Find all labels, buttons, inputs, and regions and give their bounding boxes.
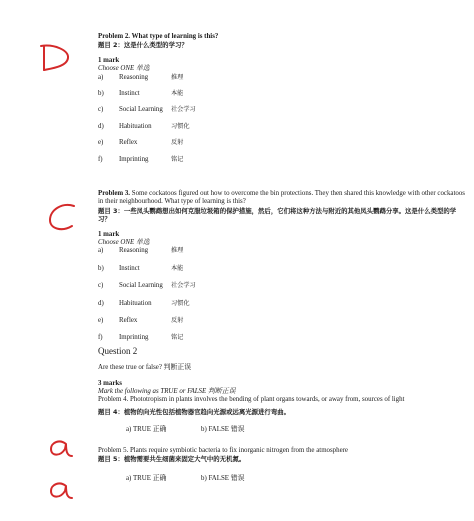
problem-2-title: Problem 2. What type of learning is this?	[98, 33, 219, 40]
problem-5-text: Problem 5. Plants require symbiotic bacteria to fix inorganic nitrogen from the atmosphere	[98, 446, 348, 454]
true-option: a) TRUE 正确	[126, 426, 167, 434]
problem-2-marks: 1 mark	[98, 56, 120, 64]
problem-3-label: Problem 3.	[98, 189, 131, 197]
problem-2-title-cn: 题目 2：这是什么类型的学习？	[98, 41, 188, 50]
problem-3-title	[98, 190, 468, 207]
problem-3-instruction: Choose ONE 单选	[98, 239, 150, 246]
worksheet-content	[98, 33, 468, 484]
handwritten-mark-a-problem5	[46, 478, 76, 502]
option-row: d) Habituation 习惯化	[98, 299, 190, 307]
question-2-marks: 3 marks	[98, 379, 122, 387]
option-row: f) Imprinting 铭记	[98, 155, 184, 163]
question-2-heading: Question 2	[98, 345, 138, 356]
problem-3-title-cn: 题目 3：一些凤头鹦鹉想出如何克服垃圾箱的保护措施，然后，它们将这种方法与附近的其他凤头鹦鹉分享。这是什么类型的学习？	[98, 206, 457, 224]
problem-5-answers	[126, 475, 468, 483]
problem-5-text-cn: 题目 5：植物需要共生细菌来固定大气中的无机氮。	[98, 455, 246, 463]
question-2-intro: Are these true or false? 判断正误	[98, 364, 192, 372]
handwritten-mark-a-problem4	[46, 436, 76, 460]
problem-4-answers	[126, 426, 468, 434]
handwritten-mark-d	[36, 40, 76, 80]
problem-2-instruction: Choose ONE 单选	[98, 65, 150, 73]
problem-3-question: Some cockatoos figured out how to overcome the bin protections. They then shared this knowledge with other cockatoos in their neighbourhood. What type of learning is this?	[98, 189, 465, 206]
problem-4-text-cn: 题目 4：植物的向光性包括植物器官趋向光源或远离光源进行弯曲。	[98, 407, 290, 416]
option-row: f) Imprinting 铭记	[98, 334, 184, 342]
option-row: c) Social Learning 社会学习	[98, 282, 196, 290]
false-option: b) FALSE 错误	[201, 475, 245, 483]
option-row: a) Reasoning 推理	[98, 247, 184, 255]
option-row: e) Reflex 反射	[98, 139, 184, 147]
problem-4-text: Problem 4. Phototropism in plants involves the bending of plant organs towards, or away from, sources of light	[98, 396, 405, 404]
handwritten-mark-c	[44, 200, 80, 236]
option-row: d) Habituation 习惯化	[98, 122, 190, 130]
problem-3-marks: 1 mark	[98, 230, 120, 238]
false-option: b) FALSE 错误	[201, 426, 245, 434]
problem-3-options	[98, 247, 468, 342]
question-2-instruction: Mark the following as TRUE or FALSE 判断正误	[98, 387, 236, 395]
option-row: c) Social Learning 社会学习	[98, 106, 196, 114]
true-option: a) TRUE 正确	[126, 475, 167, 483]
option-row: b) Instinct 本能	[98, 264, 184, 272]
option-row: e) Reflex 反射	[98, 316, 184, 324]
option-row: a) Reasoning 推理	[98, 73, 184, 81]
problem-2-options	[98, 74, 468, 164]
option-row: b) Instinct 本能	[98, 90, 184, 98]
